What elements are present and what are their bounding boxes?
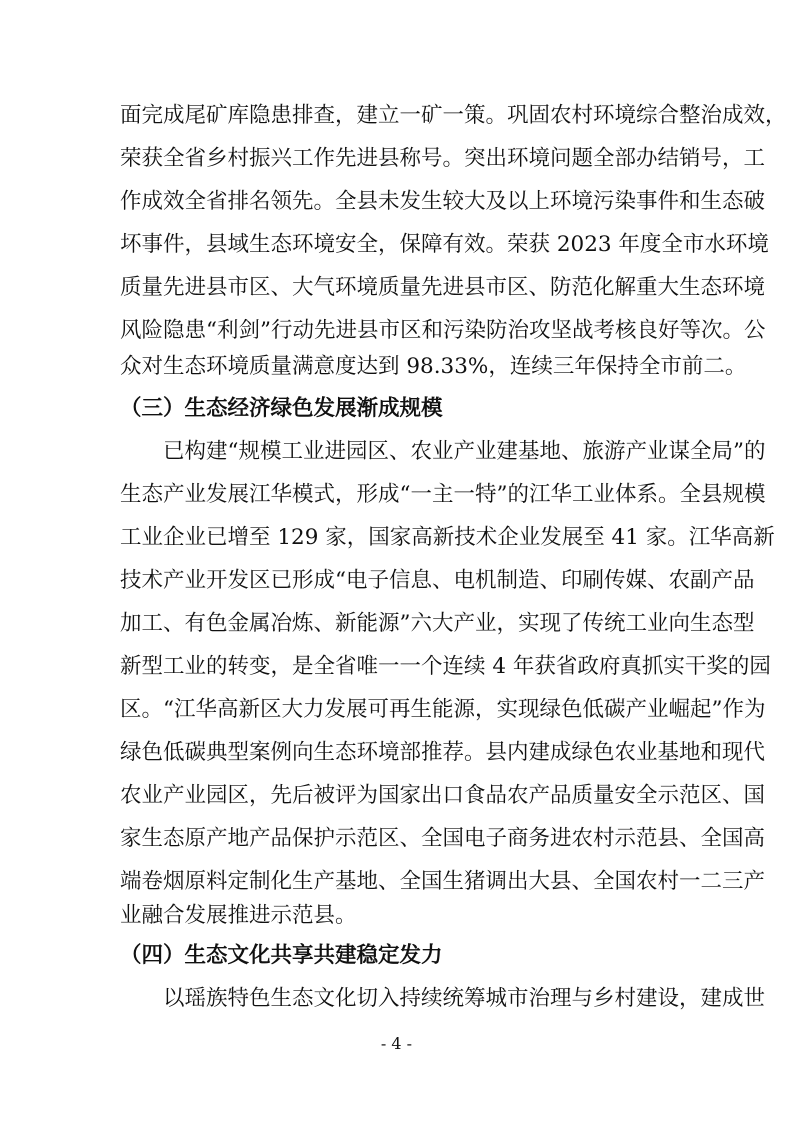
page-number: - 4 - — [380, 1034, 413, 1053]
body-text-line: 以瑶族特色生态文化切入持续统筹城市治理与乡村建设，建成世 — [163, 986, 766, 1011]
body-text-line: 新型工业的转变，是全省唯一一个连续 4 年获省政府真抓实干奖的园 — [120, 654, 771, 679]
body-text-line: 坏事件，县域生态环境安全，保障有效。荣获 2023 年度全市水环境 — [120, 232, 769, 257]
body-text-line: 生态产业发展江华模式，形成“一主一特”的江华工业体系。全县规模 — [120, 482, 766, 507]
body-text-line: 端卷烟原料定制化生产基地、全国生猪调出大县、全国农村一二三产 — [120, 869, 766, 894]
body-text-line: 质量先进县市区、大气环境质量先进县市区、防范化解重大生态环境 — [120, 275, 766, 300]
body-text-line: 风险隐患“利剑”行动先进县市区和污染防治攻坚战考核良好等次。公 — [120, 318, 766, 343]
body-text-line: 技术产业开发区已形成“电子信息、电机制造、印刷传媒、农副产品 — [120, 568, 755, 593]
body-text-line: 绿色低碳典型案例向生态环境部推荐。县内建成绿色农业基地和现代 — [120, 740, 766, 765]
body-text-line: 加工、有色金属冶炼、新能源”六大产业，实现了传统工业向生态型 — [120, 611, 755, 636]
body-text-line: 作成效全省排名领先。全县未发生较大及以上环境污染事件和生态破 — [120, 189, 766, 214]
body-text-line: 荣获全省乡村振兴工作先进县称号。突出环境问题全部办结销号，工 — [120, 146, 766, 171]
body-text-line: 区。“江华高新区大力发展可再生能源，实现绿色低碳产业崛起”作为 — [120, 697, 766, 722]
body-text-line: 业融合发展推进示范县。 — [120, 903, 357, 928]
section-heading: （四）生态文化共享共建稳定发力 — [120, 943, 443, 968]
body-text-line: 面完成尾矿库隐患排查，建立一矿一策。巩固农村环境综合整治成效， — [120, 103, 787, 128]
body-text-line: 已构建“规模工业进园区、农业产业建基地、旅游产业谋全局”的 — [163, 439, 766, 464]
body-text-line: 工业企业已增至 129 家，国家高新技术企业发展至 41 家。江华高新 — [120, 525, 775, 550]
body-text-line: 家生态原产地产品保护示范区、全国电子商务进农村示范县、全国高 — [120, 826, 766, 851]
body-text-line: 农业产业园区，先后被评为国家出口食品农产品质量安全示范区、国 — [120, 783, 766, 808]
body-text-line: 众对生态环境质量满意度达到 98.33%，连续三年保持全市前二。 — [120, 354, 747, 379]
section-heading: （三）生态经济绿色发展渐成规模 — [120, 396, 443, 421]
